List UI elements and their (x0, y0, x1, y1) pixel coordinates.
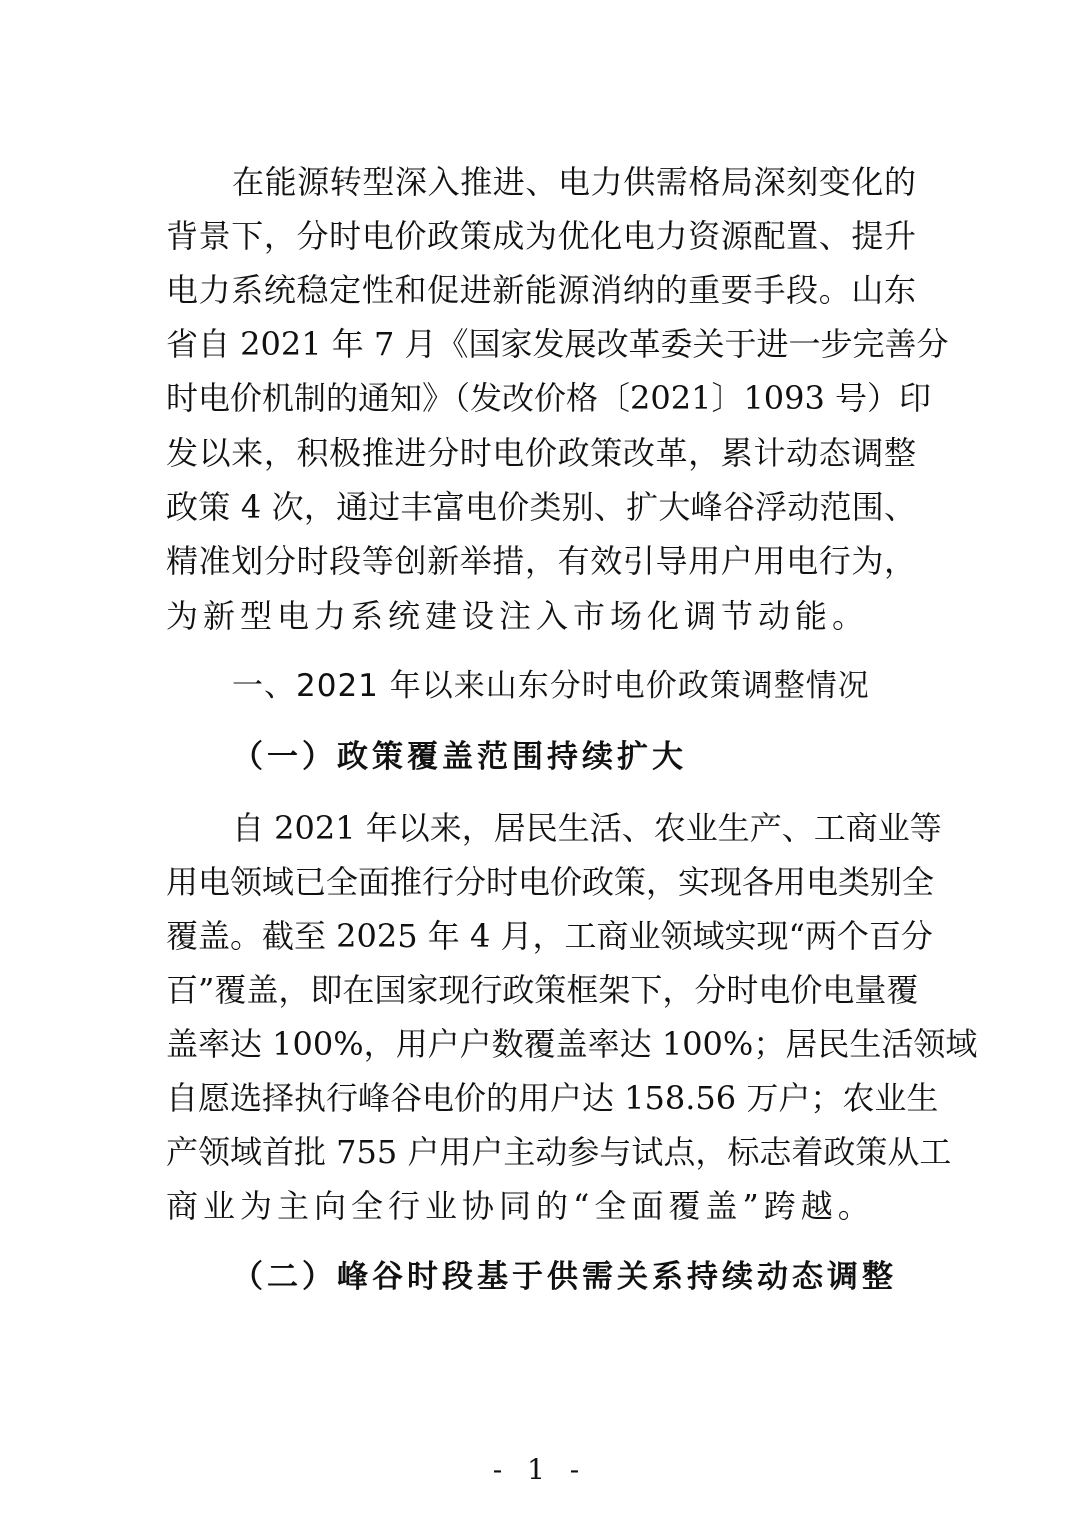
paragraph-line: 为新型电力系统建设注入市场化调节动能。 (166, 597, 870, 635)
paragraph-line: 百”覆盖，即在国家现行政策框架下，分时电价电量覆 (166, 971, 919, 1009)
paragraph-line: 时电价机制的通知》（发改价格〔2021〕1093 号）印 (166, 379, 932, 417)
paragraph-line: 盖率达 100%，用户户数覆盖率达 100%；居民生活领域 (166, 1025, 978, 1063)
paragraph-line: 自愿选择执行峰谷电价的用户达 158.56 万户；农业生 (166, 1079, 939, 1117)
section-heading: 一、2021 年以来山东分时电价政策调整情况 (232, 668, 870, 704)
subsection-heading: （二）峰谷时段基于供需关系持续动态调整 (232, 1259, 897, 1295)
paragraph-line: 政策 4 次，通过丰富电价类别、扩大峰谷浮动范围、 (166, 488, 916, 526)
paragraph-line: 背景下，分时电价政策成为优化电力资源配置、提升 (166, 217, 916, 255)
paragraph-line: 用电领域已全面推行分时电价政策，实现各用电类别全 (166, 863, 935, 901)
paragraph-line: 发以来，积极推进分时电价政策改革，累计动态调整 (166, 434, 916, 472)
paragraph-line: 省自 2021 年 7 月《国家发展改革委关于进一步完善分 (166, 325, 949, 363)
paragraph-line: 在能源转型深入推进、电力供需格局深刻变化的 (232, 163, 916, 201)
page-number: - 1 - (492, 1453, 588, 1486)
subsection-heading: （一）政策覆盖范围持续扩大 (232, 739, 687, 775)
paragraph-line: 电力系统稳定性和促进新能源消纳的重要手段。山东 (166, 271, 916, 309)
paragraph-line: 产领域首批 755 户用户主动参与试点，标志着政策从工 (166, 1133, 952, 1171)
paragraph-line: 商业为主向全行业协同的“全面覆盖”跨越。 (166, 1187, 875, 1225)
paragraph-line: 自 2021 年以来，居民生活、农业生产、工商业等 (232, 809, 942, 847)
paragraph-line: 覆盖。截至 2025 年 4 月，工商业领域实现“两个百分 (166, 917, 933, 955)
paragraph-line: 精准划分时段等创新举措，有效引导用户用电行为， (166, 542, 916, 580)
